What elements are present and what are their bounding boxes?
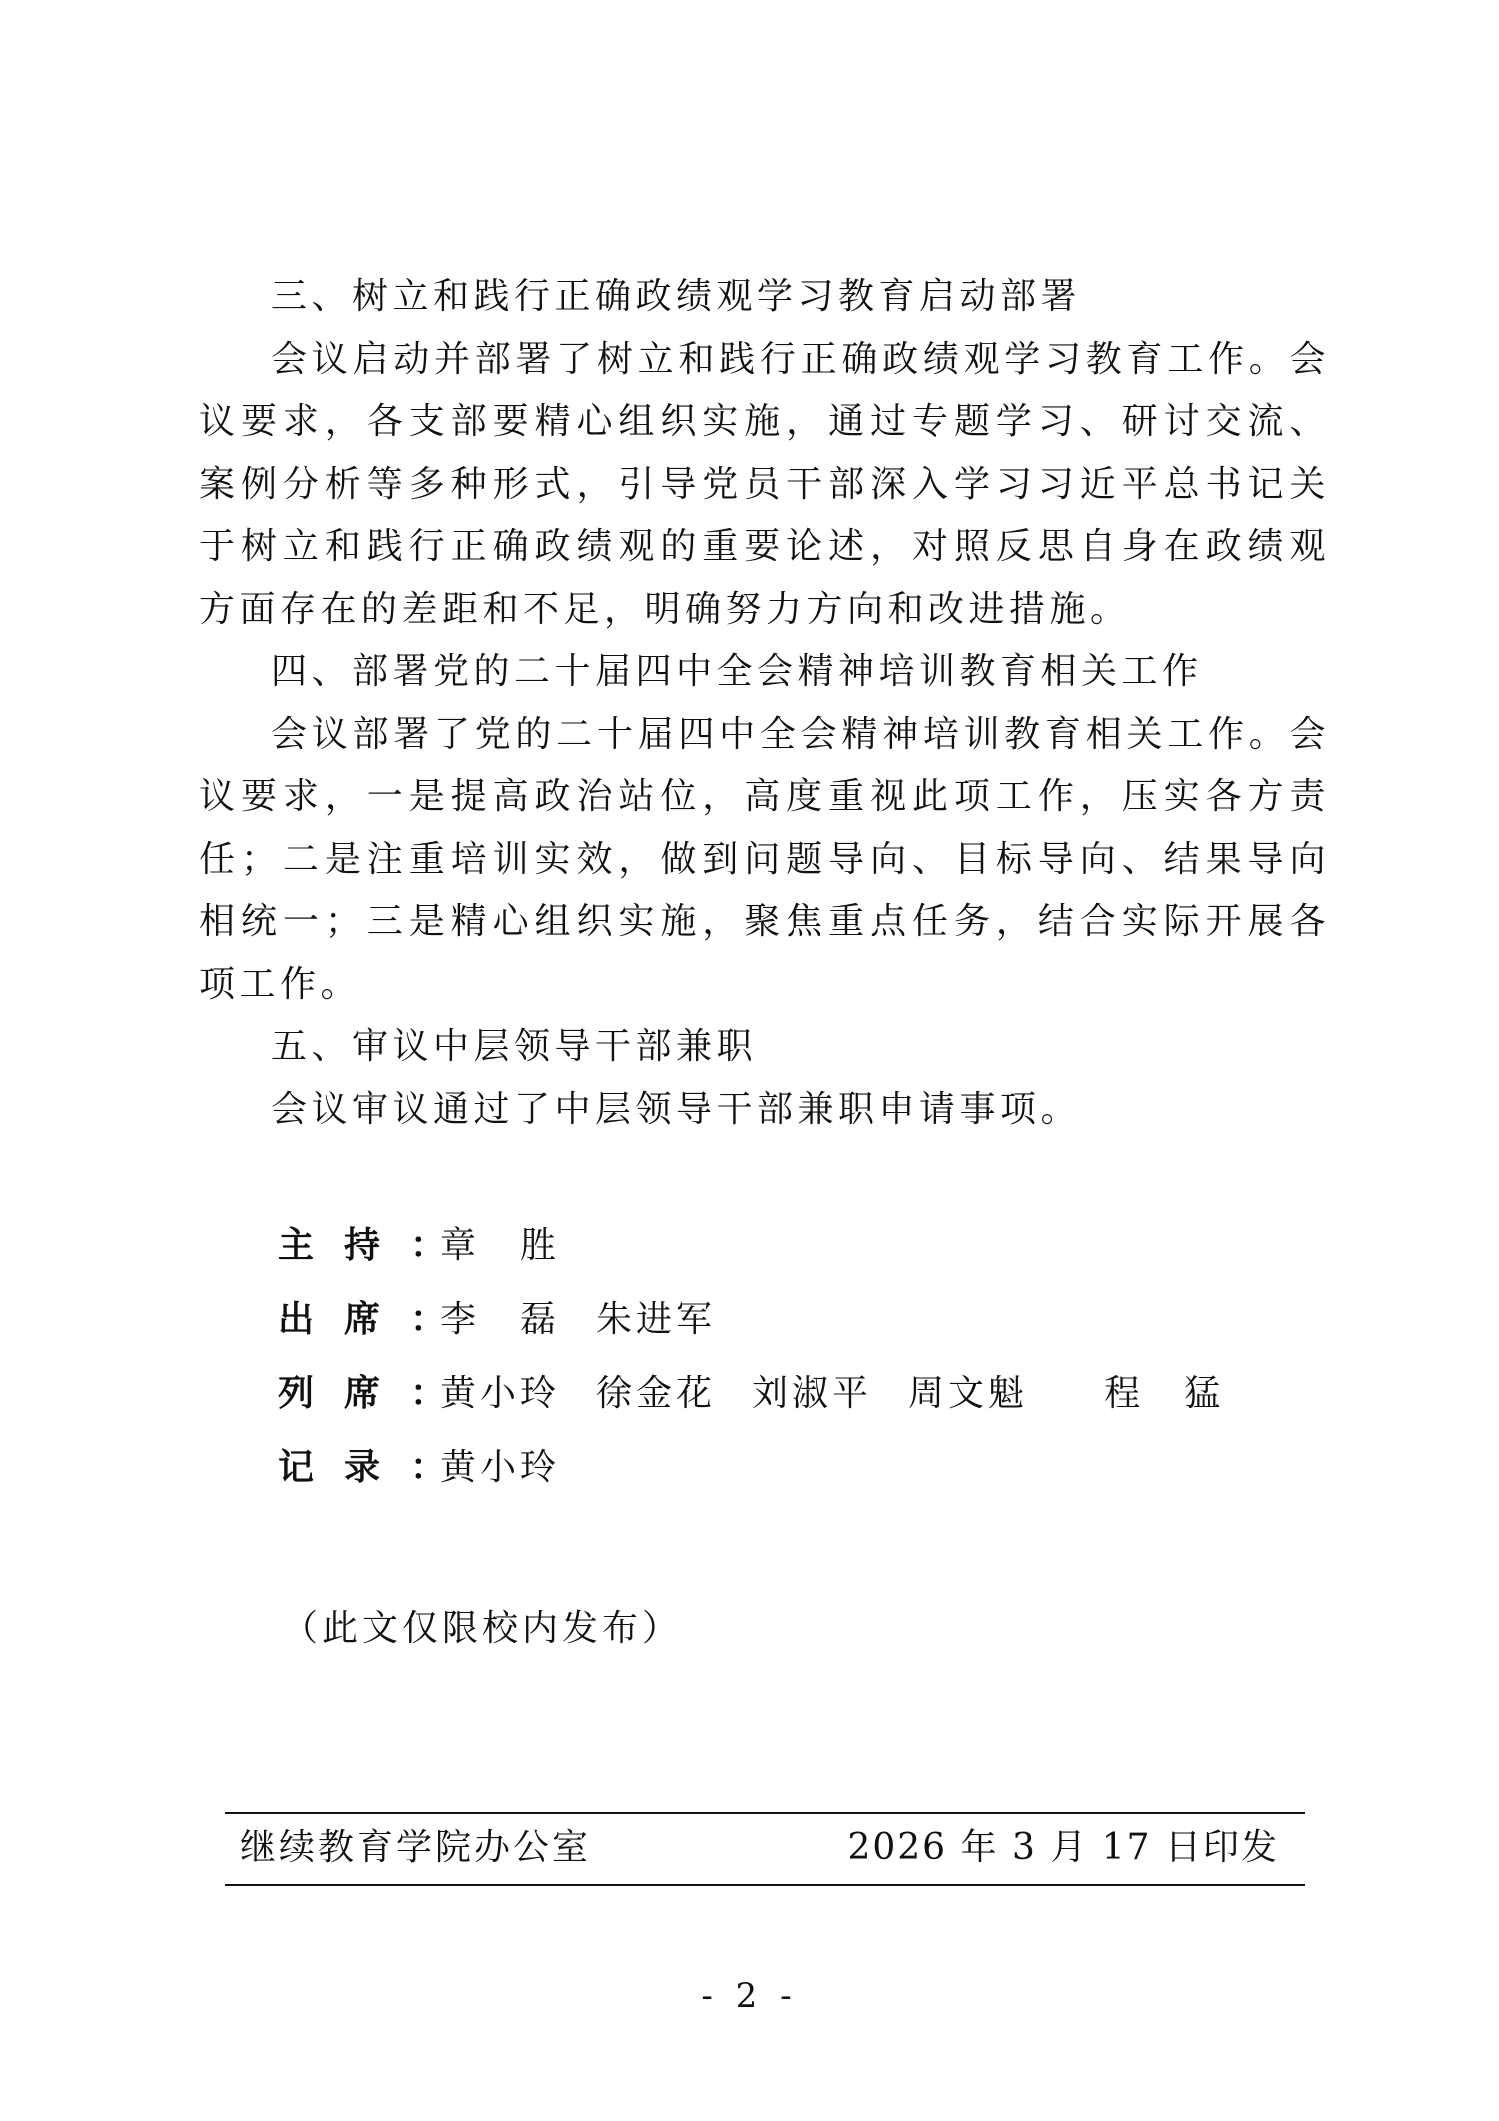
page-number: - 2 - <box>701 1976 798 2016</box>
present-row <box>278 1290 1278 1364</box>
section-paragraph-4: 会议部署了党的二十届四中全会精神培训教育相关工作。会议要求，一是提高政治站位，高度重视此项工作，压实各方责任；二是注重培训实效，做到问题导向、目标导向、结果导向相统一；三是精心组织实施，聚焦重点任务，结合实际开展各项工作。 <box>199 713 1330 1005</box>
meeting-minutes-body <box>199 266 1330 1141</box>
person-name: 徐金花 <box>596 1373 717 1414</box>
person-name: 章 胜 <box>440 1225 561 1266</box>
person-name: 黄小玲 <box>440 1373 561 1414</box>
person-name: 李 磊 <box>440 1299 561 1340</box>
footer-bottom-rule <box>225 1884 1305 1886</box>
present-names <box>440 1290 752 1350</box>
recorder-label: 记录： <box>278 1447 447 1488</box>
recorder-row <box>278 1438 1278 1512</box>
host-label: 主持： <box>278 1225 447 1266</box>
person-name: 朱进军 <box>596 1299 717 1340</box>
attending-names <box>440 1364 1260 1424</box>
section-paragraph-3: 会议启动并部署了树立和践行正确政绩观学习教育工作。会议要求，各支部要精心组织实施，通过专题学习、研讨交流、案例分析等多种形式，引导党员干部深入学习习近平总书记关于树立和践行正确政绩观的重要论述，对照反思自身在政绩观方面存在的差距和不足，明确努力方向和改进措施。 <box>199 338 1330 630</box>
attending-row <box>278 1364 1278 1438</box>
person-name: 程 猛 <box>1064 1373 1225 1414</box>
host-row <box>278 1216 1278 1290</box>
recorder-names <box>440 1438 596 1498</box>
present-label: 出席： <box>278 1299 447 1340</box>
section-heading-3: 三、树立和践行正确政绩观学习教育启动部署 <box>271 276 1082 317</box>
person-name: 黄小玲 <box>440 1447 561 1488</box>
attending-label: 列席： <box>278 1373 447 1414</box>
issuer: 继续教育学院办公室 <box>240 1827 592 1868</box>
section-heading-5: 五、审议中层领导干部兼职 <box>271 1026 758 1067</box>
attendance-list <box>278 1216 1278 1512</box>
host-names <box>440 1216 596 1276</box>
distribution-note: （此文仅限校内发布） <box>282 1608 683 1649</box>
section-heading-4: 四、部署党的二十届四中全会精神培训教育相关工作 <box>271 651 1203 692</box>
person-name: 周文魁 <box>908 1373 1029 1414</box>
section-paragraph-5: 会议审议通过了中层领导干部兼职申请事项。 <box>271 1088 1082 1130</box>
issue-date: 2026 年 3 月 17 日印发 <box>847 1827 1279 1868</box>
person-name: 刘淑平 <box>752 1373 873 1414</box>
footer-top-rule <box>225 1812 1305 1814</box>
